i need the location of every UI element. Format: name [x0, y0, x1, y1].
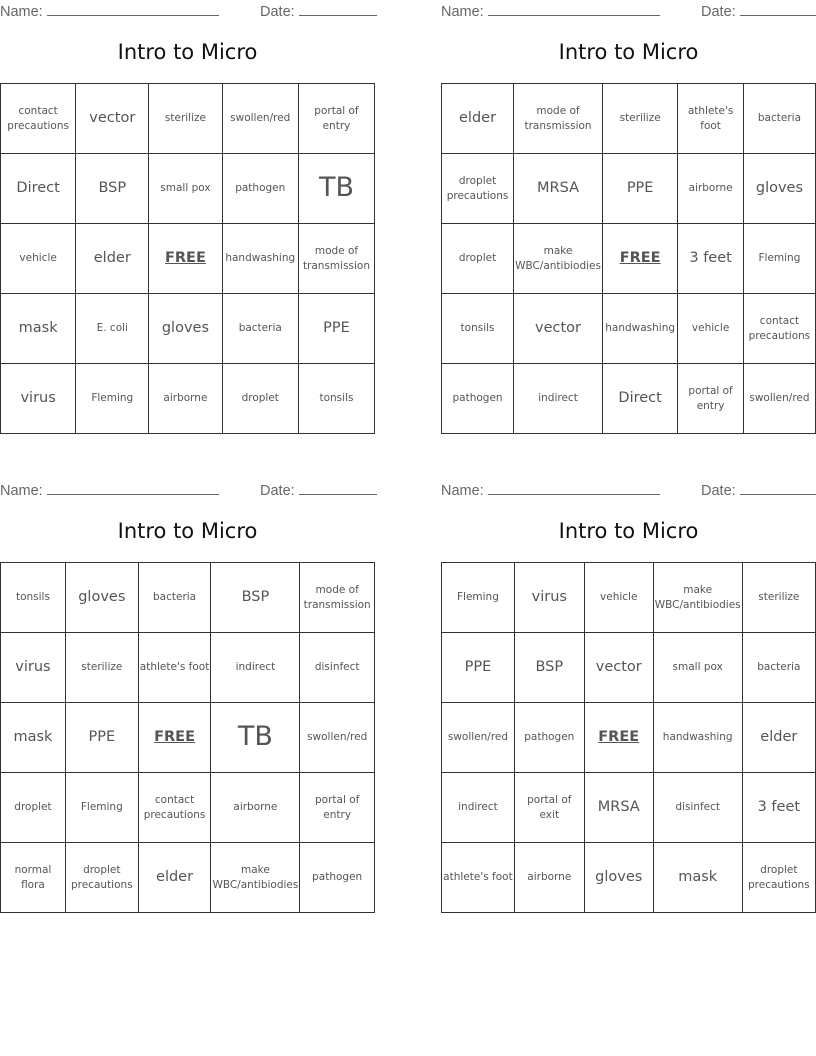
bingo-row: [1, 294, 375, 364]
date-field: [701, 2, 816, 20]
bingo-cell: sterilize: [149, 84, 222, 154]
name-label: Name:: [441, 4, 484, 20]
bingo-cell: airborne: [514, 843, 584, 913]
bingo-cell: vector: [76, 84, 149, 154]
bingo-row: [442, 154, 816, 224]
date-blank-line: [299, 2, 377, 16]
bingo-cell: mask: [1, 703, 66, 773]
free-space-cell: FREE: [602, 224, 677, 294]
card-header: [0, 2, 375, 20]
bingo-cell: sterilize: [65, 633, 138, 703]
bingo-cell: athlete's foot: [678, 84, 744, 154]
bingo-row: [1, 364, 375, 434]
bingo-cell: vector: [514, 294, 603, 364]
free-space-cell: FREE: [149, 224, 222, 294]
card-title: Intro to Micro: [117, 40, 258, 64]
bingo-row: [442, 563, 816, 633]
bingo-cell: Fleming: [76, 364, 149, 434]
bingo-cell: sterilize: [742, 563, 815, 633]
bingo-row: [442, 703, 816, 773]
bingo-cell: make WBC/antibiodies: [211, 843, 300, 913]
bingo-row: [1, 224, 375, 294]
bingo-cell: mask: [653, 843, 742, 913]
name-label: Name:: [0, 4, 43, 20]
bingo-cell: vehicle: [1, 224, 76, 294]
date-label: Date:: [260, 4, 295, 20]
bingo-row: [1, 84, 375, 154]
date-label: Date:: [701, 4, 736, 20]
name-field: [441, 2, 660, 20]
bingo-card: [0, 479, 375, 919]
bingo-cell: airborne: [678, 154, 744, 224]
bingo-row: [1, 154, 375, 224]
card-title: Intro to Micro: [558, 40, 699, 64]
bingo-cell: pathogen: [300, 843, 375, 913]
bingo-card: [441, 0, 816, 440]
bingo-cell: contact precautions: [1, 84, 76, 154]
name-blank-line: [488, 481, 660, 495]
card-header: [441, 481, 816, 499]
bingo-cell: gloves: [584, 843, 653, 913]
bingo-cell: virus: [514, 563, 584, 633]
bingo-cell: Direct: [1, 154, 76, 224]
bingo-cell: vector: [584, 633, 653, 703]
bingo-cell: athlete's foot: [442, 843, 515, 913]
bingo-cell: swollen/red: [222, 84, 298, 154]
bingo-cell: portal of entry: [298, 84, 374, 154]
bingo-cell: normal flora: [1, 843, 66, 913]
date-field: [260, 481, 377, 499]
bingo-cell: 3 feet: [742, 773, 815, 843]
bingo-row: [442, 294, 816, 364]
bingo-cell: swollen/red: [300, 703, 375, 773]
bingo-cell: virus: [1, 364, 76, 434]
bingo-row: [442, 773, 816, 843]
bingo-cell: PPE: [602, 154, 677, 224]
bingo-cell: 3 feet: [678, 224, 744, 294]
bingo-cell: contact precautions: [743, 294, 815, 364]
bingo-row: [442, 224, 816, 294]
bingo-cell: airborne: [211, 773, 300, 843]
bingo-cell: small pox: [653, 633, 742, 703]
bingo-cell: PPE: [442, 633, 515, 703]
bingo-cell: pathogen: [514, 703, 584, 773]
bingo-cell: portal of exit: [514, 773, 584, 843]
bingo-cell: BSP: [514, 633, 584, 703]
bingo-cell: pathogen: [442, 364, 514, 434]
bingo-cell: droplet: [1, 773, 66, 843]
bingo-cell: droplet: [222, 364, 298, 434]
bingo-cell: handwashing: [602, 294, 677, 364]
name-field: [0, 481, 219, 499]
bingo-cell: Fleming: [442, 563, 515, 633]
card-title: Intro to Micro: [558, 519, 699, 543]
bingo-cell: make WBC/antibiodies: [514, 224, 603, 294]
bingo-cell: vehicle: [678, 294, 744, 364]
bingo-cell: tonsils: [1, 563, 66, 633]
bingo-cell: indirect: [211, 633, 300, 703]
bingo-cell: disinfect: [653, 773, 742, 843]
bingo-cell: TB: [298, 154, 374, 224]
bingo-cell: elder: [76, 224, 149, 294]
bingo-cell: indirect: [442, 773, 515, 843]
bingo-cell: droplet: [442, 224, 514, 294]
card-title: Intro to Micro: [117, 519, 258, 543]
name-blank-line: [47, 2, 219, 16]
bingo-cell: mode of transmission: [300, 563, 375, 633]
bingo-grid: [441, 562, 816, 913]
bingo-cell: PPE: [298, 294, 374, 364]
card-header: [0, 481, 375, 499]
bingo-cell: droplet precautions: [742, 843, 815, 913]
bingo-row: [1, 703, 375, 773]
bingo-cell: MRSA: [514, 154, 603, 224]
bingo-cell: PPE: [65, 703, 138, 773]
bingo-cell: tonsils: [298, 364, 374, 434]
bingo-cell: handwashing: [653, 703, 742, 773]
bingo-cell: make WBC/antibiodies: [653, 563, 742, 633]
bingo-cell: airborne: [149, 364, 222, 434]
date-field: [701, 481, 816, 499]
bingo-cell: TB: [211, 703, 300, 773]
bingo-row: [1, 563, 375, 633]
bingo-cell: elder: [442, 84, 514, 154]
bingo-cell: gloves: [149, 294, 222, 364]
bingo-cell: bacteria: [222, 294, 298, 364]
name-field: [441, 481, 660, 499]
bingo-row: [442, 843, 816, 913]
bingo-cell: handwashing: [222, 224, 298, 294]
bingo-cell: droplet precautions: [65, 843, 138, 913]
date-blank-line: [740, 481, 816, 495]
bingo-row: [1, 843, 375, 913]
bingo-cell: swollen/red: [442, 703, 515, 773]
bingo-cell: pathogen: [222, 154, 298, 224]
date-label: Date:: [260, 483, 295, 499]
free-space-cell: FREE: [138, 703, 211, 773]
name-label: Name:: [441, 483, 484, 499]
bingo-cell: bacteria: [138, 563, 211, 633]
bingo-cell: portal of entry: [678, 364, 744, 434]
bingo-cell: bacteria: [743, 84, 815, 154]
name-blank-line: [47, 481, 219, 495]
bingo-cell: small pox: [149, 154, 222, 224]
bingo-grid: [441, 83, 816, 434]
date-label: Date:: [701, 483, 736, 499]
bingo-row: [442, 84, 816, 154]
date-blank-line: [740, 2, 816, 16]
card-header: [441, 2, 816, 20]
bingo-grid: [0, 83, 375, 434]
bingo-cell: Direct: [602, 364, 677, 434]
bingo-cell: droplet precautions: [442, 154, 514, 224]
bingo-cell: sterilize: [602, 84, 677, 154]
bingo-card: [0, 0, 375, 440]
bingo-cell: elder: [138, 843, 211, 913]
bingo-cell: virus: [1, 633, 66, 703]
name-label: Name:: [0, 483, 43, 499]
name-blank-line: [488, 2, 660, 16]
bingo-cell: athlete's foot: [138, 633, 211, 703]
bingo-cell: E. coli: [76, 294, 149, 364]
bingo-row: [442, 633, 816, 703]
bingo-cell: MRSA: [584, 773, 653, 843]
bingo-cell: gloves: [65, 563, 138, 633]
bingo-cell: Fleming: [743, 224, 815, 294]
bingo-cell: mode of transmission: [514, 84, 603, 154]
bingo-card: [441, 479, 816, 919]
bingo-row: [442, 364, 816, 434]
date-blank-line: [299, 481, 377, 495]
name-field: [0, 2, 219, 20]
date-field: [260, 2, 377, 20]
free-space-cell: FREE: [584, 703, 653, 773]
bingo-grid: [0, 562, 375, 913]
bingo-cell: mask: [1, 294, 76, 364]
bingo-cell: mode of transmission: [298, 224, 374, 294]
bingo-cell: elder: [742, 703, 815, 773]
bingo-row: [1, 633, 375, 703]
bingo-cell: BSP: [211, 563, 300, 633]
bingo-row: [1, 773, 375, 843]
bingo-cell: swollen/red: [743, 364, 815, 434]
bingo-cell: contact precautions: [138, 773, 211, 843]
bingo-cell: indirect: [514, 364, 603, 434]
bingo-cell: tonsils: [442, 294, 514, 364]
bingo-cell: gloves: [743, 154, 815, 224]
bingo-cell: portal of entry: [300, 773, 375, 843]
bingo-cell: Fleming: [65, 773, 138, 843]
bingo-cell: disinfect: [300, 633, 375, 703]
bingo-cell: vehicle: [584, 563, 653, 633]
bingo-cell: BSP: [76, 154, 149, 224]
bingo-cell: bacteria: [742, 633, 815, 703]
